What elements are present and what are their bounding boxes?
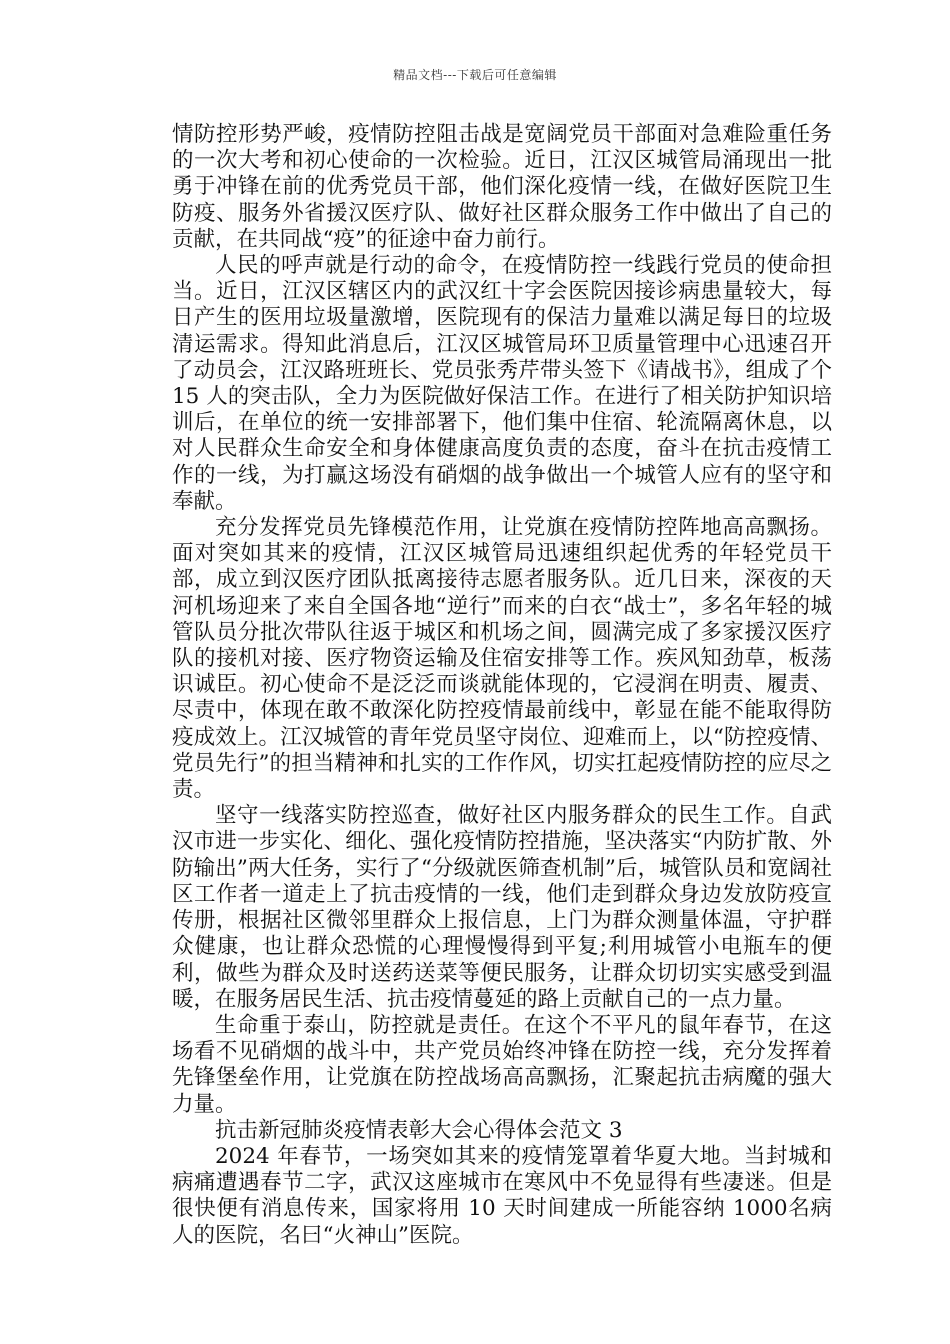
paragraph-4: 坚守一线落实防控巡查，做好社区内服务群众的民生工作。自武汉市进一步实化、细化、强化疫情防控措施，坚决落实“内防扩散、外防输出”两大任务，实行了“分级就医筛查机制”后，城管队员和宽阔社区工作者一道走上了抗击疫情的一线，他们走到群众身边发放防疫宣传册，根据社区微邻里群众上报信息，上门为群众测量体温，守护群众健康，也让群众恐慌的心理慢慢得到平复;利用城管小电瓶车的便利，做些为群众及时送药送菜等便民服务，让群众切切实实感受到温暖，在服务居民生活、抗击疫情蔓延的路上贡献自己的一点力量。 (172, 803, 832, 1012)
paragraph-6: 2024 年春节，一场突如其来的疫情笼罩着华夏大地。当封城和病痛遭遇春节二字，武汉这座城市在寒风中不免显得有些凄迷。但是很快便有消息传来，国家将用 10 天时间建成一所能容纳 1000名病人的医院，名曰“火神山”医院。 (172, 1143, 832, 1248)
paragraph-1: 情防控形势严峻，疫情防控阻击战是宽阔党员干部面对急难险重任务的一次大考和初心使命的一次检验。近日，江汉区城管局涌现出一批勇于冲锋在前的优秀党员干部，他们深化疫情一线，在做好医院卫生防疫、服务外省援汉医疗队、做好社区群众服务工作中做出了自己的贡献，在共同战“疫”的征途中奋力前行。 (172, 122, 832, 252)
paragraph-3: 充分发挥党员先锋模范作用，让党旗在疫情防控阵地高高飘扬。面对突如其来的疫情，江汉区城管局迅速组织起优秀的年轻党员干部，成立到汉医疗团队抵离接待志愿者服务队。近几日来，深夜的天河机场迎来了来自全国各地“逆行”而来的白衣“战士”，多名年轻的城管队员分批次带队往返于城区和机场之间，圆满完成了多家援汉医疗队的接机对接、医疗物资运输及住宿安排等工作。疾风知劲草，板荡识诚臣。初心使命不是泛泛而谈就能体现的，它浸润在明责、履责、尽责中，体现在敢不敢深化防控疫情最前线中，彰显在能不能取得防疫成效上。江汉城管的青年党员坚守岗位、迎难而上，以“防控疫情、党员先行”的担当精神和扎实的工作作风，切实扛起疫情防控的应尽之责。 (172, 515, 832, 803)
paragraph-5: 生命重于泰山，防控就是责任。在这个不平凡的鼠年春节，在这场看不见硝烟的战斗中，共产党员始终冲锋在防控一线，充分发挥着先锋堡垒作用，让党旗在防控战场高高飘扬，汇聚起抗击病魔的强大力量。 (172, 1012, 832, 1117)
section-title: 抗击新冠肺炎疫情表彰大会心得体会范文 3 (215, 1117, 623, 1143)
page-header: 精品文档---下载后可任意编辑 (393, 68, 557, 82)
document-body (172, 122, 832, 1249)
paragraph-2: 人民的呼声就是行动的命令，在疫情防控一线践行党员的使命担当。近日，江汉区辖区内的武汉红十字会医院因接诊病患量较大，每日产生的医用垃圾量激增，医院现有的保洁力量难以满足每日的垃圾清运需求。得知此消息后，江汉区城管局环卫质量管理中心迅速召开了动员会，江汉路班班长、党员张秀芹带头签下《请战书》，组成了个 15 人的突击队，全力为医院做好保洁工作。在进行了相关防护知识培训后，在单位的统一安排部署下，他们集中住宿、轮流隔离休息，以对人民群众生命安全和身体健康高度负责的态度，奋斗在抗击疫情工作的一线，为打赢这场没有硝烟的战争做出一个城管人应有的坚守和奉献。 (172, 253, 832, 514)
